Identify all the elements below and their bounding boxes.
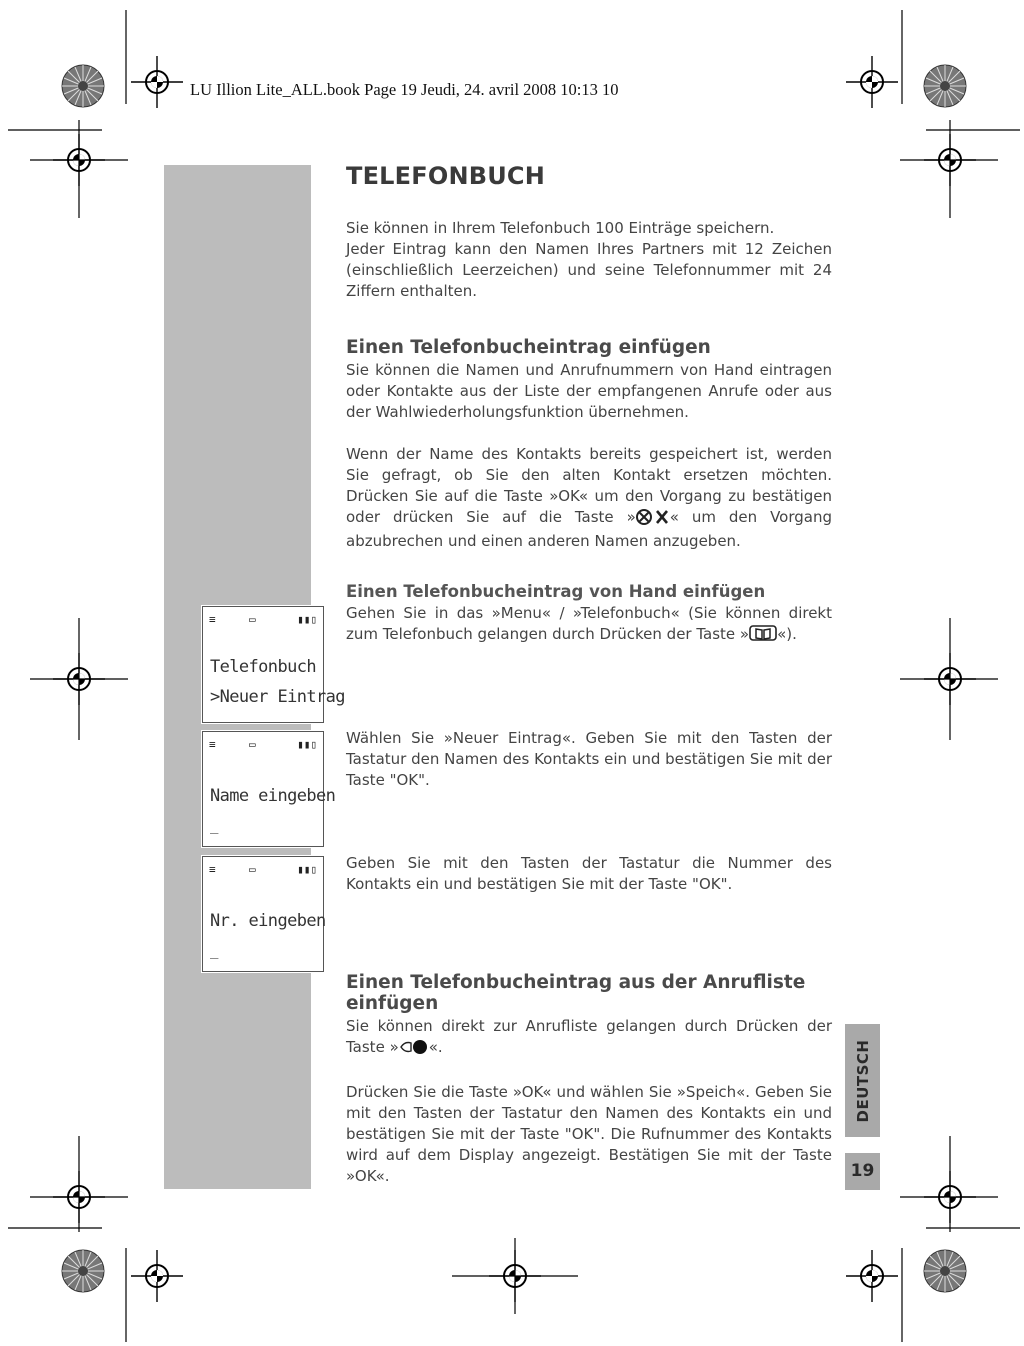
menu-icon: ≡ [209,613,216,626]
section2-step-3: Geben Sie mit den Tasten der Tastatur die Nummer des Kontakts ein und bestätigen Sie mit der Taste "OK". [346,854,832,893]
print-header: LU Illion Lite_ALL.book Page 19 Jeudi, 24. avril 2008 10:13 10 [190,80,619,99]
lcd-line-2: Name eingeben [210,786,336,806]
language-tab: DEUTSCH [845,1024,880,1137]
registration-mark-icon [131,56,183,108]
section1-body [346,360,832,552]
menu-icon: ≡ [209,738,216,751]
lcd-status-bar [209,863,317,877]
phonebook-key-icon [749,624,777,648]
lcd-cursor: _ [210,943,219,959]
lcd-line-1: Telefonbuch [210,657,316,677]
lcd-line-2: Nr. eingeben [210,911,326,931]
page-title: TELEFONBUCH [346,162,546,190]
call-list-key-icon [399,1039,429,1061]
intro-line-2: Jeder Eintrag kann den Namen Ihres Partners mit 12 Zeichen (einschließlich Leerzeichen) und seine Telefonnummer mit 24 Ziffern enthalten. [346,240,832,300]
lcd-screen-name [202,731,336,847]
lcd-line-2: >Neuer Eintrag [210,687,345,707]
phonebook-icon: ▭ [249,613,256,626]
lcd-screen-number [202,856,324,972]
lcd-screen-phonebook [202,606,345,723]
battery-icon: ▮▮▯ [297,863,317,876]
section1-paragraph-1: Sie können die Namen und Anrufnummern von Hand eintragen oder Kontakte aus der Liste der empfangenen Anrufe oder aus der Wahlwiederholungsfunktion übernehmen. [346,361,832,421]
section3-body [346,1016,832,1187]
registration-mark-icon [846,56,898,108]
menu-icon: ≡ [209,863,216,876]
lcd-status-bar [209,613,317,627]
section2-heading: Einen Telefonbucheintrag von Hand einfügen [346,582,766,601]
page-number: 19 [845,1153,880,1190]
intro-block [346,218,832,302]
section3-paragraph-2: Drücken Sie die Taste »OK« und wählen Sie »Speich«. Geben Sie mit den Tasten der Tastatur den Namen des Kontakts ein und bestätigen Sie mit der Taste "OK". Die Rufnummer des Kontakts wird auf dem Display angezeigt. Bestätigen Sie mit der Taste »OK«. [346,1083,832,1185]
section3-paragraph-1: Sie können direkt zur Anrufliste gelangen durch Drücken der Taste » «. [346,1016,832,1061]
section1-paragraph-2: Wenn der Name des Kontakts bereits gespeichert ist, werden Sie gefragt, ob Sie den alten Kontakt ersetzen möchten. Drücken Sie auf die Taste »OK« um den Vorgang zu bestätigen oder drücken Sie auf die Taste » « um den Vorgang abzubrechen und einen anderen Namen anzugeben. [346,445,832,550]
battery-icon: ▮▮▯ [297,613,317,626]
section3-heading: Einen Telefonbucheintrag aus der Anrufliste einfügen [346,972,806,1014]
cancel-key-icon [636,509,670,531]
intro-line-1: Sie können in Ihrem Telefonbuch 100 Einträge speichern. [346,219,775,237]
registration-mark-icon [846,1250,898,1302]
registration-mark-icon [131,1250,183,1302]
phonebook-icon: ▭ [249,863,256,876]
color-wheel-icon [62,65,104,107]
section1-heading: Einen Telefonbucheintrag einfügen [346,337,711,358]
section2-step-2: Wählen Sie »Neuer Eintrag«. Geben Sie mit den Tasten der Tastatur den Namen des Kontakts ein und bestätigen Sie mit der Taste "OK". [346,729,832,789]
phonebook-icon: ▭ [249,738,256,751]
color-wheel-icon [924,65,966,107]
color-wheel-icon [62,1250,104,1292]
color-wheel-icon [924,1250,966,1292]
section2-step-1: Gehen Sie in das »Menu« / »Telefonbuch« (Sie können direkt zum Telefonbuch gelangen durch Drücken der Taste » «). [346,603,832,648]
battery-icon: ▮▮▯ [297,738,317,751]
lcd-cursor: _ [210,818,219,834]
lcd-status-bar [209,738,317,752]
